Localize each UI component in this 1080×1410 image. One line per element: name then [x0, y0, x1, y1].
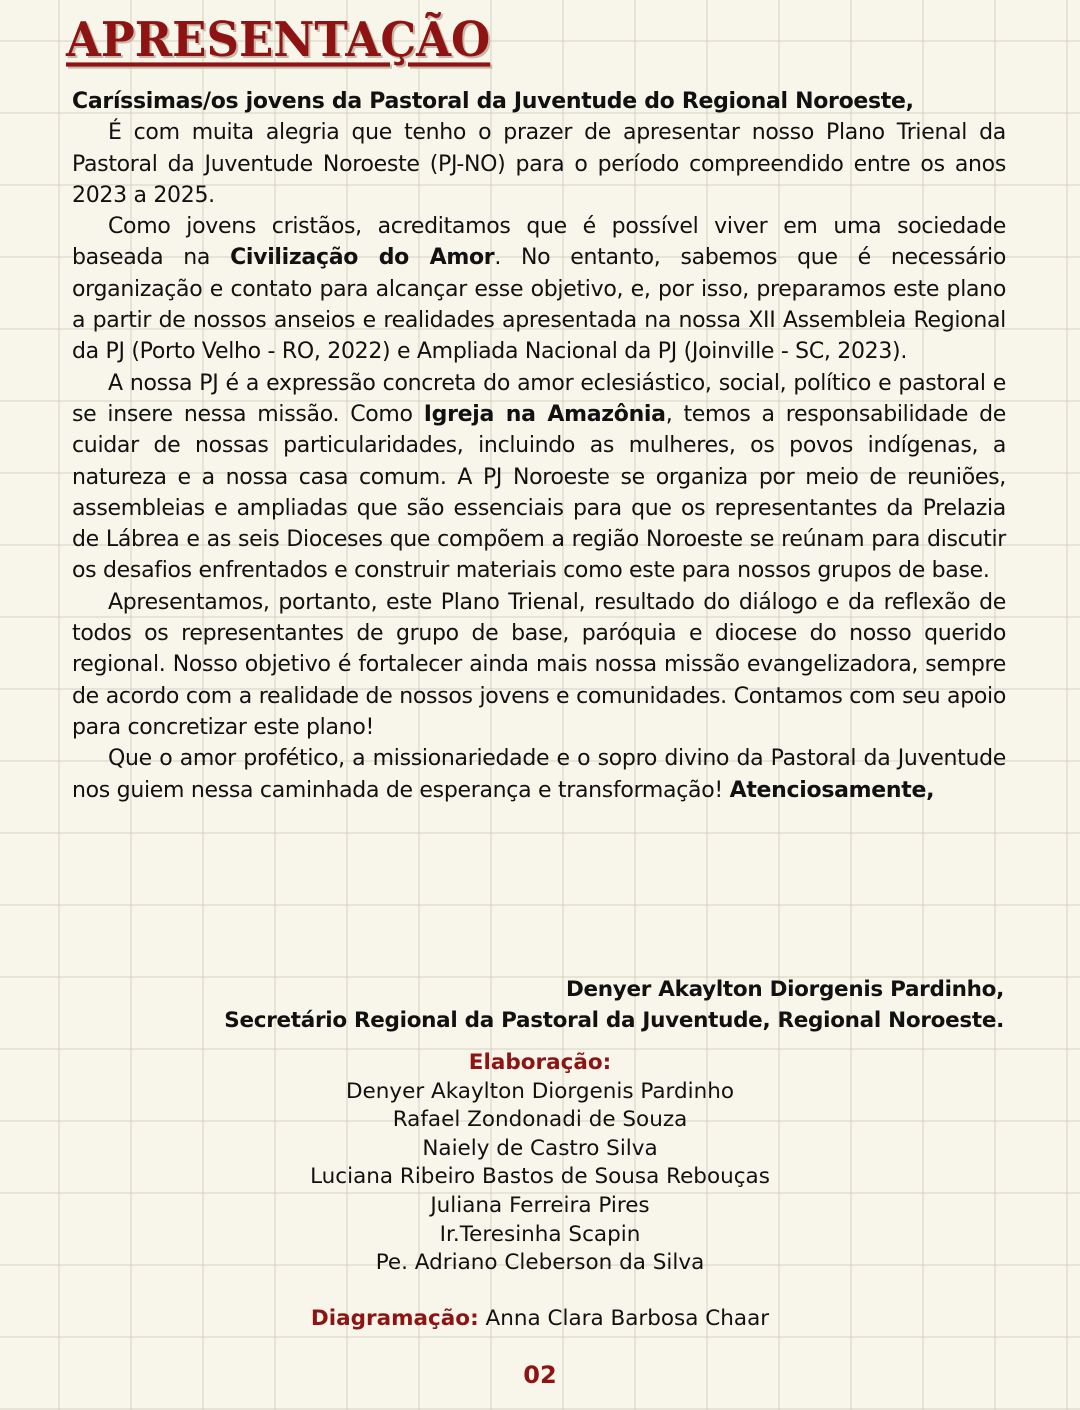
paragraph-4: Apresentamos, portanto, este Plano Trienal, resultado do diálogo e da reflexão de todos os representantes de grupo de base, paróquia e diocese do nosso querido regional. Nosso objetivo é fortalecer ainda mais nossa missão evangelizadora, sempre de acordo com a realidade de nossos jovens e comunidades. Contamos com seu apoio para concretizar este plano! [72, 589, 1006, 740]
signature-name: Denyer Akaylton Diorgenis Pardinho, [565, 977, 1004, 1002]
credit-name: Ir.Teresinha Scapin [439, 1221, 641, 1247]
paragraph-2-text-b: . No entanto, sabemos que é necessário organização e contato para alcançar esse objetivo, e, por isso, preparamos este plano a partir de nossos anseios e realidades apresentada na nossa XII Assembleia Regional da PJ (Porto Velho - RO, 2022) e Ampliada Nacional da PJ (Joinville - SC, 2023). [72, 245, 1007, 365]
closing: Atenciosamente, [729, 777, 935, 803]
layout-credit-label: Diagramação: [310, 1306, 479, 1331]
layout-credit [0, 1306, 1080, 1331]
credit-name: Juliana Ferreira Pires [430, 1192, 650, 1218]
paragraph-3 [72, 368, 1006, 587]
credit-name: Rafael Zondonadi de Souza [392, 1107, 688, 1133]
credits-heading: Elaboração: [468, 1050, 612, 1075]
paragraph-3-text-b: , temos a responsabilidade de cuidar de nossas particularidades, incluindo as mulheres, os povos indígenas, a natureza e a nossa casa comum. A PJ Noroeste se organiza por meio de reuniões, assembleias e ampliadas que são essenciais para que os representantes da Prelazia de Lábrea e as seis Dioceses que compõem a região Noroeste se reúnam para discutir os desafios enfrentados e construir materiais como este para nossos grupos de base. [72, 401, 1006, 584]
paragraph-1: É com muita alegria que tenho o prazer de apresentar nosso Plano Trienal da Pastoral da Juventude Noroeste (PJ-NO) para o período compreendido entre os anos 2023 a 2025. [72, 120, 1006, 208]
signature-block [224, 974, 1004, 1036]
paragraph-2-text-a: Como jovens cristãos, acreditamos que é possível viver em uma sociedade baseada na [72, 214, 1006, 271]
greeting: Caríssimas/os jovens da Pastoral da Juventude do Regional Noroeste, [72, 89, 914, 114]
paragraph-2 [72, 211, 1006, 367]
credit-name: Naiely de Castro Silva [422, 1135, 658, 1161]
layout-credit-name: Anna Clara Barbosa Chaar [478, 1306, 770, 1331]
page-title: APRESENTAÇÃO [66, 12, 491, 68]
credit-name: Pe. Adriano Cleberson da Silva [375, 1250, 705, 1276]
credit-name: Luciana Ribeiro Bastos de Sousa Rebouças [310, 1164, 770, 1190]
paragraph-5-text: Que o amor profético, a missionariedade e o sopro divino da Pastoral da Juventude nos guiem nessa caminhada de esperança e transformação! [72, 746, 1006, 803]
paragraph-3-text-a: A nossa PJ é a expressão concreta do amor eclesiástico, social, político e pastoral e se insere nessa missão. Como [72, 370, 1006, 427]
paragraph-2-emphasis: Civilização do Amor [230, 245, 495, 271]
paragraph-5 [72, 743, 1006, 806]
paragraph-3-emphasis: Igreja na Amazônia [423, 401, 666, 427]
credits-list [0, 1049, 1080, 1278]
letter-body [72, 86, 1006, 806]
credit-name: Denyer Akaylton Diorgenis Pardinho [345, 1078, 735, 1104]
signature-role: Secretário Regional da Pastoral da Juventude, Regional Noroeste. [224, 1008, 1004, 1033]
page-number: 02 [523, 1361, 557, 1389]
